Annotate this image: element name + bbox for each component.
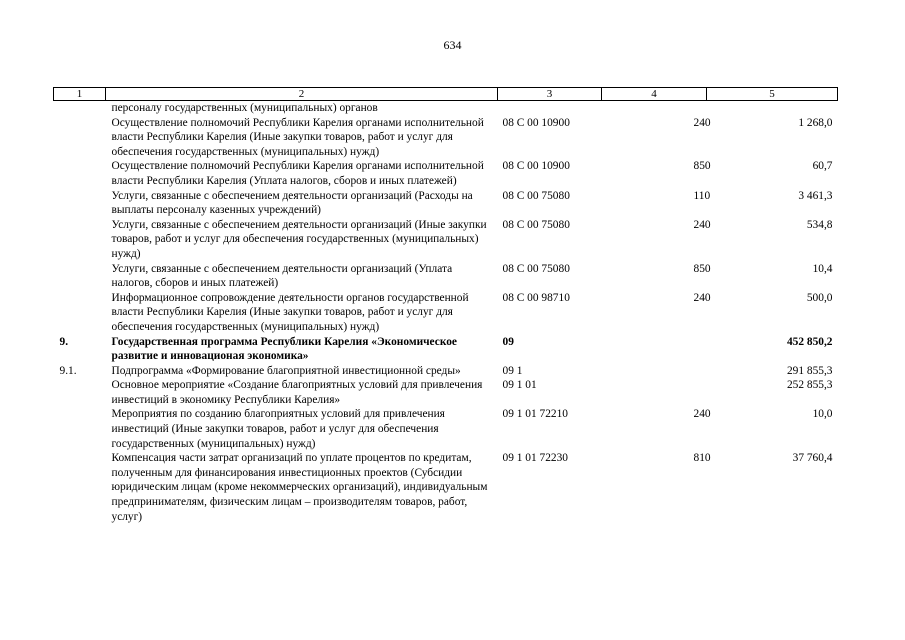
row-code-cell bbox=[498, 101, 602, 116]
row-name-cell: Государственная программа Республики Карелия «Экономическое развитие и инновационая экономика» bbox=[111, 335, 457, 363]
row-amount-cell bbox=[707, 101, 838, 116]
row-code-cell: 09 bbox=[502, 335, 514, 348]
row-name-cell: Осуществление полномочий Республики Карелия органами исполнительной власти Республики Карелия (Иные закупки товаров, работ и услуг для обеспечения государственных (муниципальных) нужд) bbox=[111, 116, 484, 158]
table-body bbox=[54, 101, 838, 525]
row-code-cell: 09 1 bbox=[502, 364, 523, 377]
row-number-cell bbox=[54, 159, 106, 188]
row-type-cell: 850 bbox=[693, 160, 711, 173]
row-type-cell: 110 bbox=[693, 189, 711, 202]
row-type-cell bbox=[602, 364, 707, 379]
row-name-cell: Подпрограмма «Формирование благоприятной инвестиционной среды» bbox=[111, 364, 461, 377]
row-amount-cell: 252 855,3 bbox=[786, 379, 833, 392]
row-amount-cell: 291 855,3 bbox=[786, 364, 833, 377]
row-type-cell bbox=[602, 101, 707, 116]
header-col-3: 3 bbox=[498, 88, 602, 101]
row-number-cell bbox=[54, 262, 106, 291]
page-number: 634 bbox=[443, 38, 462, 52]
row-code-cell: 09 1 01 bbox=[502, 379, 537, 392]
row-amount-cell: 60,7 bbox=[812, 160, 833, 173]
table-row bbox=[54, 378, 838, 407]
row-amount-cell: 37 760,4 bbox=[792, 452, 833, 465]
row-code-cell: 08 С 00 75080 bbox=[502, 189, 570, 202]
table-row bbox=[54, 218, 838, 262]
row-number-cell bbox=[54, 218, 106, 262]
budget-table bbox=[53, 87, 838, 524]
row-number-cell: 9.1. bbox=[59, 364, 77, 377]
header-col-2: 2 bbox=[106, 88, 498, 101]
row-type-cell: 240 bbox=[693, 116, 711, 129]
row-number-cell bbox=[54, 291, 106, 335]
table-row bbox=[54, 189, 838, 218]
table-row bbox=[54, 159, 838, 188]
table-row bbox=[54, 291, 838, 335]
table-header bbox=[54, 88, 838, 101]
row-amount-cell: 10,0 bbox=[812, 408, 833, 421]
row-number-cell bbox=[54, 378, 106, 407]
row-number-cell: 9. bbox=[59, 335, 69, 348]
row-name-cell: Информационное сопровождение деятельности органов государственной власти Республики Карелия (Иные закупки товаров, работ и услуг для обеспечения государственных (муниципальных) нужд) bbox=[111, 291, 469, 333]
row-type-cell: 240 bbox=[693, 291, 711, 304]
header-col-1: 1 bbox=[54, 88, 106, 101]
table-row bbox=[54, 101, 838, 116]
row-number-cell bbox=[54, 101, 106, 116]
row-name-cell: Компенсация части затрат организаций по уплате процентов по кредитам, полученным для финансирования инвестиционных проектов (Субсидии юридическим лицам (кроме некоммерческих организаций), индивидуальным предпринимателям, физическим лицам – производителям товаров, работ, услуг) bbox=[111, 452, 488, 523]
row-type-cell bbox=[602, 335, 707, 364]
row-name-cell: Услуги, связанные с обеспечением деятельности организаций (Уплата налогов, сборов и иных платежей) bbox=[111, 262, 453, 290]
row-code-cell: 08 С 00 10900 bbox=[502, 116, 570, 129]
row-code-cell: 08 С 00 75080 bbox=[502, 218, 570, 231]
row-code-cell: 08 С 00 98710 bbox=[502, 291, 570, 304]
header-col-5: 5 bbox=[707, 88, 838, 101]
row-amount-cell: 534,8 bbox=[806, 218, 833, 231]
row-number-cell bbox=[54, 451, 106, 524]
row-type-cell: 850 bbox=[693, 262, 711, 275]
row-type-cell: 240 bbox=[693, 218, 711, 231]
table-row bbox=[54, 407, 838, 451]
row-type-cell: 810 bbox=[693, 452, 711, 465]
header-col-4: 4 bbox=[602, 88, 707, 101]
table-row bbox=[54, 262, 838, 291]
row-type-cell bbox=[602, 378, 707, 407]
row-code-cell: 08 С 00 75080 bbox=[502, 262, 570, 275]
row-amount-cell: 500,0 bbox=[806, 291, 833, 304]
row-code-cell: 09 1 01 72210 bbox=[502, 408, 568, 421]
row-number-cell bbox=[54, 189, 106, 218]
row-code-cell: 09 1 01 72230 bbox=[502, 452, 568, 465]
row-name-cell: Услуги, связанные с обеспечением деятельности организаций (Иные закупки товаров, работ и услуг для обеспечения государственных (муниципальных) нужд) bbox=[111, 218, 487, 260]
table-row bbox=[54, 116, 838, 160]
row-amount-cell: 10,4 bbox=[812, 262, 833, 275]
row-number-cell bbox=[54, 407, 106, 451]
row-amount-cell: 1 268,0 bbox=[798, 116, 833, 129]
row-type-cell: 240 bbox=[693, 408, 711, 421]
table-row bbox=[54, 451, 838, 524]
row-amount-cell: 452 850,2 bbox=[786, 335, 833, 348]
row-name-cell: персоналу государственных (муниципальных) органов bbox=[111, 102, 378, 114]
row-name-cell: Осуществление полномочий Республики Карелия органами исполнительной власти Республики Карелия (Уплата налогов, сборов и иных платежей) bbox=[111, 160, 484, 187]
row-name-cell: Основное мероприятие «Создание благоприятных условий для привлечения инвестиций в экономику Республики Карелия» bbox=[111, 379, 483, 406]
row-amount-cell: 3 461,3 bbox=[798, 189, 833, 202]
row-name-cell: Мероприятия по созданию благоприятных условий для привлечения инвестиций (Иные закупки товаров, работ и услуг для обеспечения государственных (муниципальных) нужд) bbox=[111, 408, 445, 450]
table-row bbox=[54, 364, 838, 379]
row-code-cell: 08 С 00 10900 bbox=[502, 160, 570, 173]
table-row bbox=[54, 335, 838, 364]
row-number-cell bbox=[54, 116, 106, 160]
row-name-cell: Услуги, связанные с обеспечением деятельности организаций (Расходы на выплаты персоналу казенных учреждений) bbox=[111, 189, 473, 217]
